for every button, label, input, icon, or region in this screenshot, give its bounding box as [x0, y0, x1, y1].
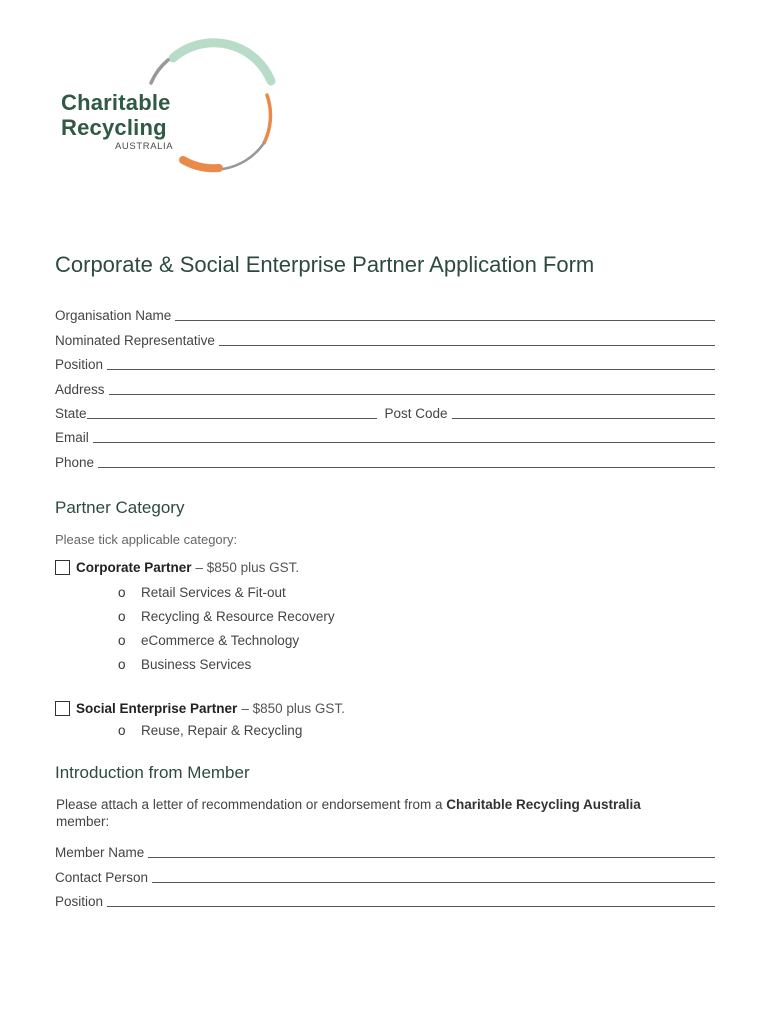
member-name-label: Member Name — [55, 845, 145, 860]
partner-category-heading: Partner Category — [55, 498, 185, 517]
address-line[interactable] — [109, 393, 715, 395]
bullet: o — [118, 633, 126, 648]
list-item — [118, 633, 299, 648]
position-label: Position — [55, 357, 104, 372]
partner-category-hint: Please tick applicable category: — [55, 532, 238, 547]
state-postcode-row — [55, 402, 715, 422]
logo-line-1: Charitable — [61, 90, 171, 115]
list-item — [118, 723, 302, 738]
email-label: Email — [55, 430, 89, 445]
organisation-name-field[interactable] — [55, 304, 715, 324]
address-label: Address — [55, 382, 105, 397]
social-enterprise-partner-price: – $850 plus GST. — [241, 701, 345, 716]
contact-person-field[interactable] — [55, 866, 715, 886]
member-position-label: Position — [55, 894, 104, 909]
state-line[interactable] — [87, 417, 377, 419]
state-label: State — [55, 406, 87, 421]
nominated-representative-line[interactable] — [219, 344, 715, 346]
member-name-line[interactable] — [148, 856, 715, 858]
bullet: o — [118, 585, 126, 600]
logo-line-2: Recycling — [61, 115, 167, 140]
social-enterprise-partner-checkbox[interactable] — [55, 701, 70, 716]
email-field[interactable] — [55, 426, 715, 446]
bullet: o — [118, 609, 126, 624]
logo-subtitle: AUSTRALIA — [115, 141, 174, 152]
list-item — [118, 609, 335, 624]
introduction-heading: Introduction from Member — [55, 763, 250, 782]
corporate-partner-label: Corporate Partner — [76, 560, 192, 575]
position-line[interactable] — [107, 368, 715, 370]
post-code-label: Post Code — [384, 406, 448, 421]
list-item-label: eCommerce & Technology — [141, 633, 300, 648]
introduction-text-before: Please attach a letter of recommendation or endorsement from a — [56, 797, 447, 812]
introduction-text-bold: Charitable Recycling Australia — [446, 797, 641, 812]
introduction-text — [56, 796, 696, 830]
social-enterprise-partner-option[interactable] — [55, 701, 345, 716]
list-item-label: Recycling & Resource Recovery — [141, 609, 335, 624]
contact-person-line[interactable] — [152, 881, 715, 883]
position-field[interactable] — [55, 353, 715, 373]
introduction-text-after: member: — [56, 814, 110, 829]
organisation-name-label: Organisation Name — [55, 308, 172, 323]
organisation-name-line[interactable] — [175, 319, 715, 321]
list-item — [118, 657, 251, 672]
member-position-line[interactable] — [107, 905, 715, 907]
list-item-label: Business Services — [141, 657, 252, 672]
nominated-representative-field[interactable] — [55, 329, 715, 349]
phone-field[interactable] — [55, 451, 715, 471]
bullet: o — [118, 657, 126, 672]
list-item-label: Retail Services & Fit-out — [141, 585, 286, 600]
nominated-representative-label: Nominated Representative — [55, 333, 215, 348]
form-title: Corporate & Social Enterprise Partner Application Form — [55, 252, 595, 277]
corporate-partner-checkbox[interactable] — [55, 560, 70, 575]
email-line[interactable] — [93, 441, 715, 443]
post-code-line[interactable] — [452, 417, 715, 419]
charitable-recycling-logo — [55, 38, 290, 178]
list-item — [118, 585, 286, 600]
bullet: o — [118, 723, 126, 738]
member-name-field[interactable] — [55, 841, 715, 861]
corporate-partner-option[interactable] — [55, 560, 299, 575]
social-enterprise-partner-label: Social Enterprise Partner — [76, 701, 238, 716]
logo-wordmark — [61, 90, 171, 140]
list-item-label: Reuse, Repair & Recycling — [141, 723, 303, 738]
corporate-partner-price: – $850 plus GST. — [195, 560, 300, 575]
member-position-field[interactable] — [55, 890, 715, 910]
phone-line[interactable] — [98, 466, 715, 468]
phone-label: Phone — [55, 455, 95, 470]
contact-person-label: Contact Person — [55, 870, 149, 885]
address-field[interactable] — [55, 378, 715, 398]
